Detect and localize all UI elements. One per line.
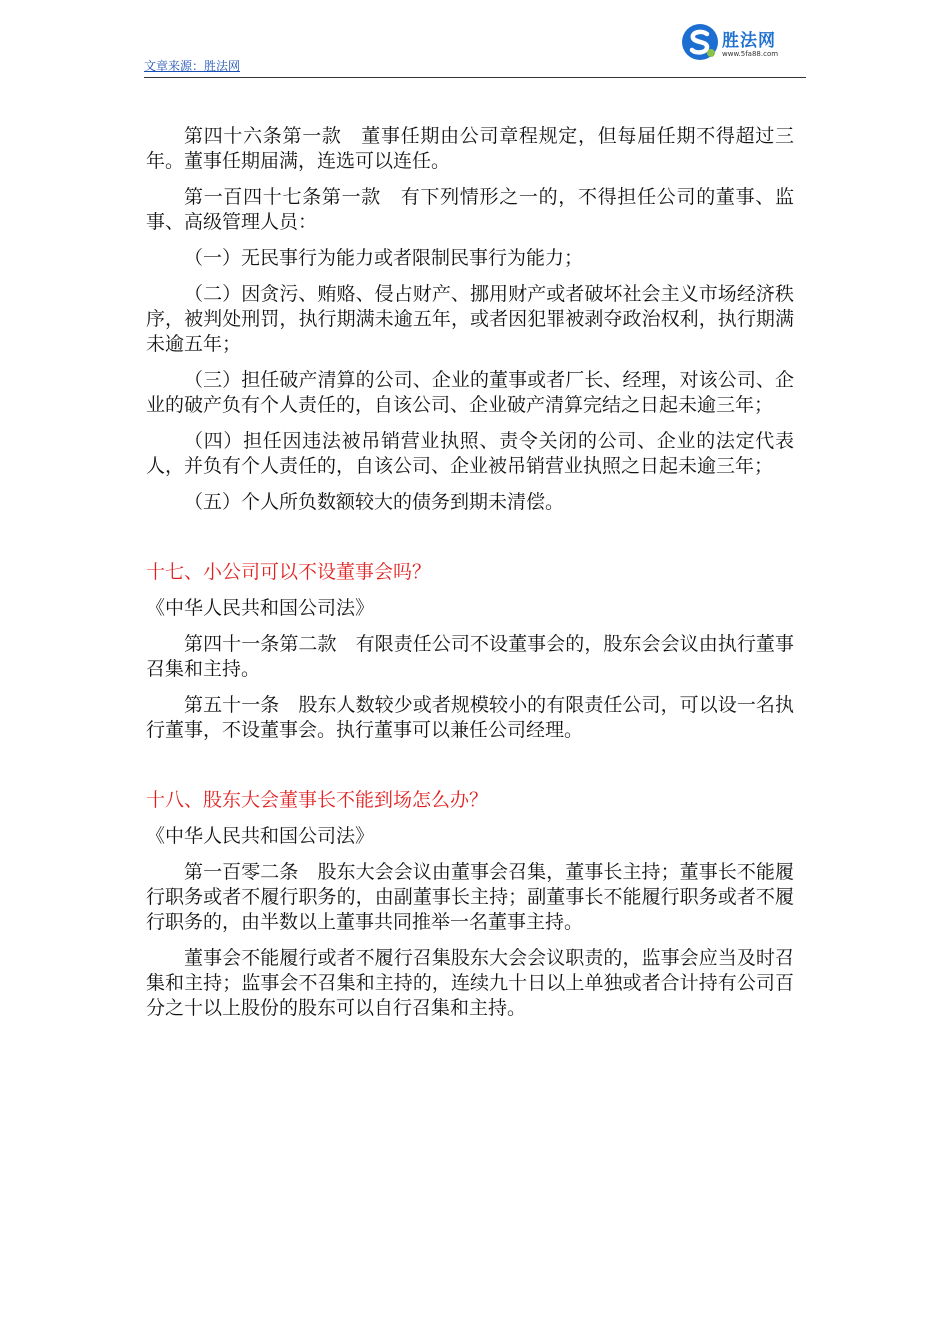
list-item-5: （五）个人所负数额较大的债务到期未清偿。	[184, 491, 565, 513]
logo-name: 胜法网	[722, 31, 776, 51]
section-18-law-name: 《中华人民共和国公司法》	[146, 825, 375, 847]
article-147-paragraph: 第一百四十七条第一款 有下列情形之一的，不得担任公司的董事、监事、高级管理人员：	[146, 186, 794, 233]
list-item-2: （二）因贪污、贿赂、侵占财产、挪用财产或者破坏社会主义市场经济秩序，被判处刑罚，执行期满未逾五年，或者因犯罪被剥夺政治权利，执行期满未逾五年；	[146, 283, 794, 355]
section-17-law-name: 《中华人民共和国公司法》	[146, 597, 375, 619]
header-divider	[144, 77, 806, 78]
article-102-paragraph: 第一百零二条 股东大会会议由董事会召集，董事长主持；董事长不能履行职务或者不履行职务的，由副董事长主持；副董事长不能履行职务或者不履行职务的，由半数以上董事共同推举一名董事主持。	[146, 861, 794, 933]
article-body	[146, 124, 794, 1032]
section-spacer	[146, 754, 794, 788]
page-header	[144, 18, 806, 78]
article-46-paragraph: 第四十六条第一款 董事任期由公司章程规定，但每届任期不得超过三年。董事任期届满，连选可以连任。	[146, 125, 794, 172]
list-item-1: （一）无民事行为能力或者限制民事行为能力；	[184, 247, 584, 269]
logo-url: www.5fa88.com	[722, 50, 779, 58]
section-17-heading: 十七、小公司可以不设董事会吗？	[146, 561, 432, 583]
article-source-link[interactable]: 文章来源：胜法网	[144, 59, 241, 73]
section-spacer	[146, 526, 794, 560]
site-logo[interactable]	[680, 20, 792, 66]
board-duty-paragraph: 董事会不能履行或者不履行召集股东大会会议职责的，监事会应当及时召集和主持；监事会不召集和主持的，连续九十日以上单独或者合计持有公司百分之十以上股份的股东可以自行召集和主持。	[146, 947, 794, 1019]
article-41-paragraph: 第四十一条第二款 有限责任公司不设董事会的，股东会会议由执行董事召集和主持。	[146, 633, 794, 680]
list-item-3: （三）担任破产清算的公司、企业的董事或者厂长、经理，对该公司、企业的破产负有个人责任的，自该公司、企业破产清算完结之日起未逾三年；	[146, 369, 794, 416]
section-18-heading: 十八、股东大会董事长不能到场怎么办？	[146, 789, 489, 811]
list-item-4: （四）担任因违法被吊销营业执照、责令关闭的公司、企业的法定代表人，并负有个人责任的，自该公司、企业被吊销营业执照之日起未逾三年；	[146, 430, 794, 477]
logo-s-icon	[680, 22, 720, 62]
article-51-paragraph: 第五十一条 股东人数较少或者规模较小的有限责任公司，可以设一名执行董事，不设董事会。执行董事可以兼任公司经理。	[146, 694, 794, 741]
